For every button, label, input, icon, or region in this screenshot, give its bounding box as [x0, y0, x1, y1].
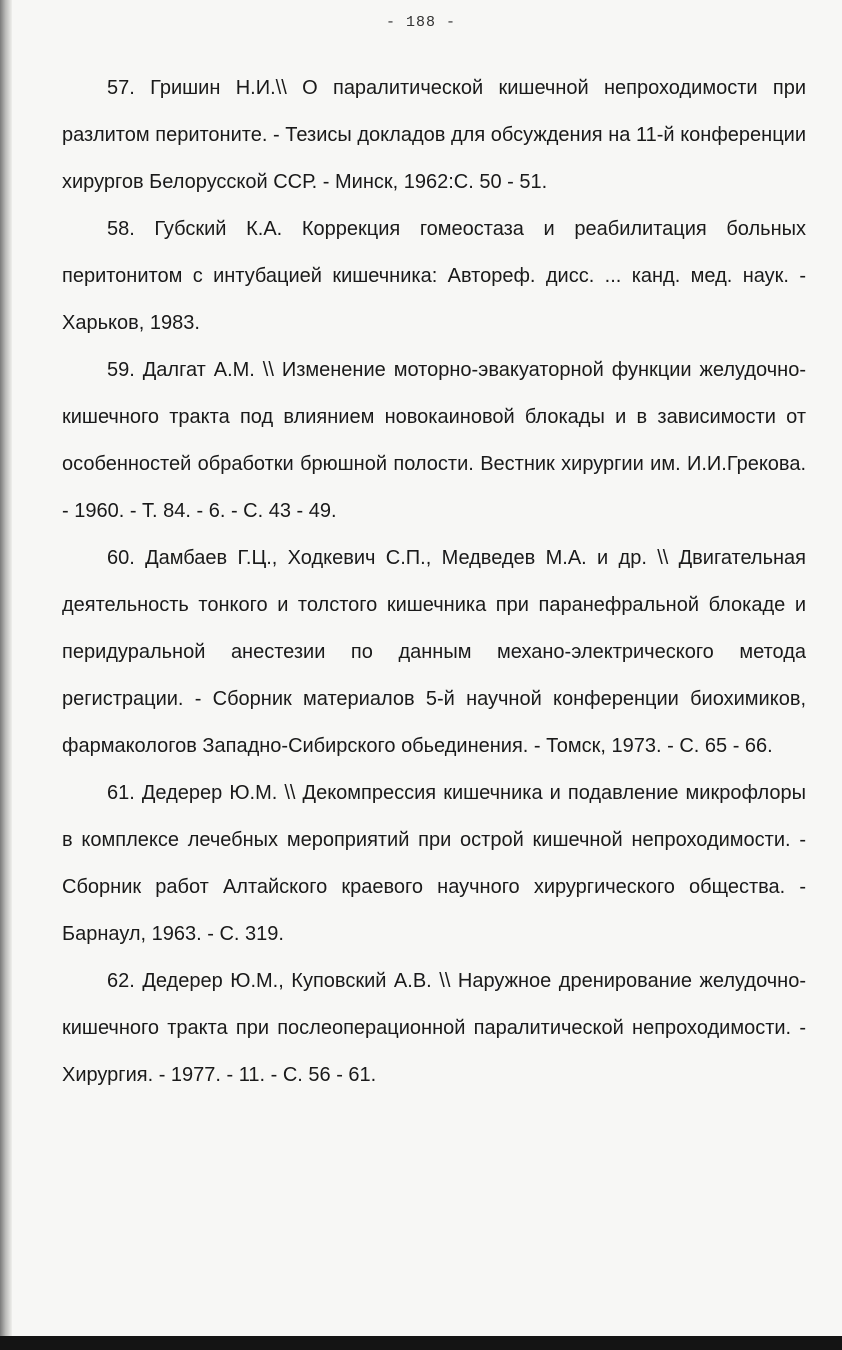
scan-bottom-edge [0, 1336, 842, 1350]
reference-62: 62. Дедерер Ю.М., Куповский А.В. \\ Наружное дренирование желудочно-кишечного тракта при послеоперационной паралитической непроходимости. - Хирургия. - 1977. - 11. - С. 56 - 61. [62, 970, 806, 1086]
reference-59: 59. Далгат А.М. \\ Изменение моторно-эвакуаторной функции желудочно-кишечного тракта под влиянием новокаиновой блокады и в зависимости от особенностей обработки брюшной полости. Вестник хирургии им. И.И.Грекова. - 1960. - Т. 84. - 6. - С. 43 - 49. [62, 359, 806, 522]
scan-left-edge [0, 0, 12, 1350]
reference-61: 61. Дедерер Ю.М. \\ Декомпрессия кишечника и подавление микрофлоры в комплексе лечебных мероприятий при острой кишечной непроходимости. - Сборник работ Алтайского краевого научного хирургического общества. - Барнаул, 1963. - С. 319. [62, 782, 806, 945]
reference-58: 58. Губский К.А. Коррекция гомеостаза и реабилитация больных перитонитом с интубацией кишечника: Автореф. дисс. ... канд. мед. наук. - Харьков, 1983. [62, 218, 806, 334]
reference-60: 60. Дамбаев Г.Ц., Ходкевич С.П., Медведев М.А. и др. \\ Двигательная деятельность тонкого и толстого кишечника при паранефральной блокаде и перидуральной анестезии по данным механо-электрического метода регистрации. - Сборник материалов 5-й научной конференции биохимиков, фармакологов Западно-Сибирского обьединения. - Томск, 1973. - С. 65 - 66. [62, 547, 806, 757]
reference-list [62, 65, 806, 1099]
page-number: - 188 - [385, 14, 456, 31]
reference-57: 57. Гришин Н.И.\\ О паралитической кишечной непроходимости при разлитом перитоните. - Тезисы докладов для обсуждения на 11-й конференции хирургов Белорусской ССР. - Минск, 1962:С. 50 - 51. [62, 77, 806, 193]
